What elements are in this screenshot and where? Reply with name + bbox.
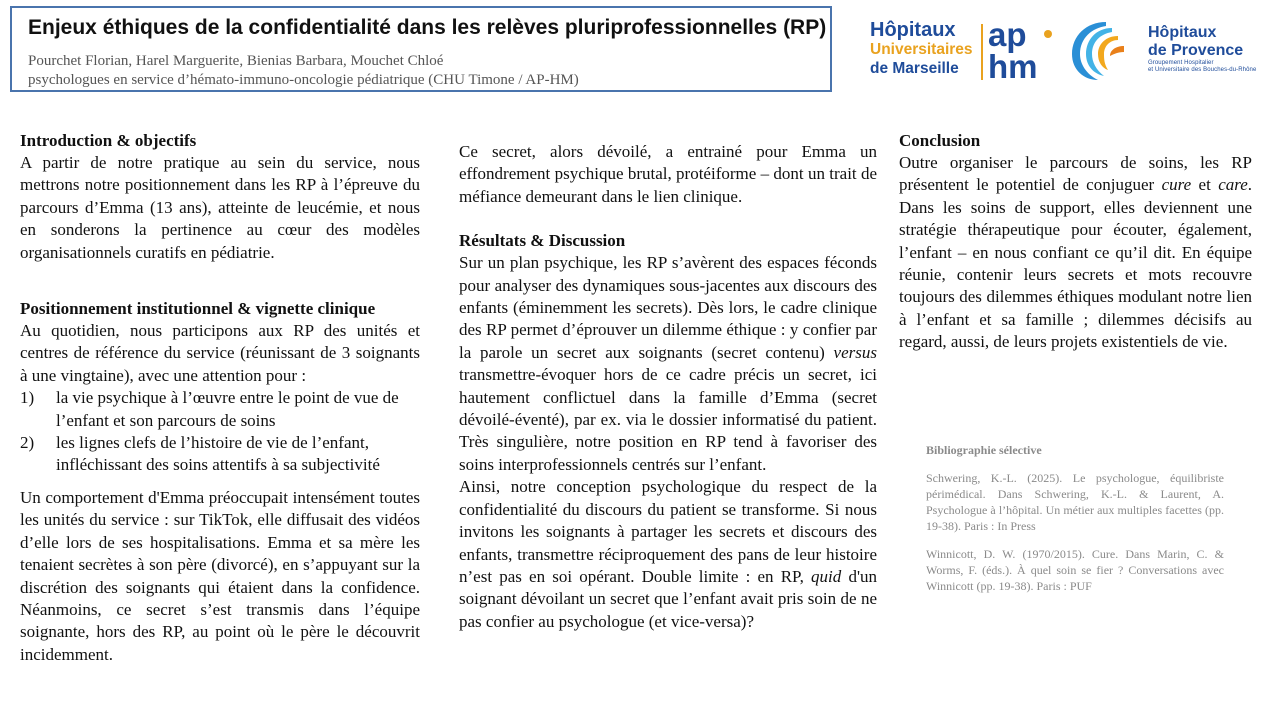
list-number: 1) — [20, 388, 35, 408]
list-number: 2) — [20, 433, 35, 453]
column-middle — [459, 141, 877, 633]
results-paragraph-1 — [459, 252, 877, 476]
hopitaux-provence-swirl-icon — [1066, 16, 1138, 86]
column-left — [20, 130, 420, 666]
results-paragraph-2 — [459, 476, 877, 633]
hum-line3: de Marseille — [870, 60, 959, 77]
bibliography-heading: Bibliographie sélective — [926, 443, 1042, 457]
list-item — [20, 432, 420, 477]
conclusion-text — [899, 152, 1252, 354]
bibliography — [926, 442, 1224, 606]
list-text: la vie psychique à l’œuvre entre le point de vue de l’enfant et son parcours de soins — [56, 388, 399, 430]
results-p1-part-b: transmettre-évoquer hors de ce cadre précis un secret, ici hautement conflictuel dans la famille d’Emma (secret dévoilé-éventé), par ex. via le dossier informatisé du patient. Très singulière, notre position en RP tend à favoriser des soins interprofessionnels centrés sur l’enfant. — [459, 365, 877, 474]
title-box — [10, 6, 832, 92]
hp-line2: de Provence — [1148, 42, 1244, 59]
quid-text: quid — [811, 566, 842, 586]
hopitaux-provence-logo — [1148, 24, 1273, 84]
emma-vignette-text: Un comportement d'Emma préoccupait intensément toutes les unités du service : sur TikTok, elle diffusait des vidéos d’elle lors de ses hospitalisations. Emma et sa mère les tenaient secrètes à son père (divorcé), en s’appuyant sur la discrétion des soignants qui étaient dans la confidence. Néanmoins, ce secret s’est transmis dans l’équipe soignante, hors des RP, au point où le père le découvrit incidemment. — [20, 487, 420, 664]
hp-line4: et Universitaire des Bouches-du-Rhône — [1148, 67, 1257, 73]
positioning-text: Au quotidien, nous participons aux RP des unités et centres de référence du service (réunissant de 3 soignants à une vingtaine), avec une attention pour : — [20, 321, 420, 385]
aphm-dot-icon — [1044, 30, 1052, 38]
aphm-logo — [988, 18, 1058, 84]
conclusion-part-a: Outre organiser le parcours de soins, les RP présentent le potentiel de conjuguer — [899, 153, 1252, 195]
results-p1-part-a: Sur un plan psychique, les RP s’avèrent des espaces féconds pour analyser des dynamiques sous-jacentes aux discours des enfants (éminemment les secrets). Dès lors, le cadre clinique des RP permet d’éprouver un dilemme éthique : y confier par la parole un secret aux soignants (secret contenu) — [459, 253, 877, 362]
care-text: care — [1218, 175, 1248, 195]
authors: Pourchet Florian, Harel Marguerite, Bienias Barbara, Mouchet Chloé — [28, 53, 444, 69]
versus-text: versus — [833, 342, 877, 362]
intro-heading: Introduction & objectifs — [20, 131, 197, 150]
bibliography-ref: Schwering, K.-L. (2025). Le psychologue, équilibriste périmédical. Dans Schwering, K.-L. & Laurent, A. Psychologue à l’hôpital. Un métier aux multiples facettes (pp. 19-38). Paris : In Press — [926, 471, 1224, 533]
list-text: les lignes clefs de l’histoire de vie de l’enfant, infléchissant des soins attentifs à sa subjectivité — [56, 433, 380, 475]
hp-line3: Groupement Hospitalier — [1148, 60, 1214, 66]
hp-line1: Hôpitaux — [1148, 24, 1217, 41]
positioning-heading: Positionnement institutionnel & vignette clinique — [20, 299, 376, 319]
secret-text: Ce secret, alors dévoilé, a entrainé pour Emma un effondrement psychique brutal, protéiforme – dont un trait de méfiance demeurant dans le lien clinique. — [459, 142, 877, 206]
conclusion-et: et — [1198, 175, 1211, 195]
conclusion-part-b: . Dans les soins de support, elles deviennent une stratégie thérapeutique pour écouter, également, l’enfant – en nous confiant ce qu’il dit. En équipe réunie, contenir leurs secrets et mots recouvre toujours des dilemmes éthiques modulant notre lien à l’enfant et sa famille ; dilemmes décisifs au regard, aussi, de leurs projets existentiels de vie. — [899, 175, 1253, 352]
results-p2-part-b: d'un soignant dévoilant un secret que l’enfant avait pris soin de ne pas confier au psychologue (et vice-versa)? — [459, 566, 878, 631]
affiliation: psychologues en service d’hémato-immuno-oncologie pédiatrique (CHU Timone / AP-HM) — [28, 72, 579, 88]
results-p2-part-a: Ainsi, notre conception psychologique du respect de la confidentialité du discours du patient se transforme. Si nous invitons les soignants à partager les secrets et discours des enfants, transmettre réciproquement des pans de leur histoire n’est pas en soi opérant. Double limite : en RP, — [459, 477, 877, 586]
hum-line1: Hôpitaux — [870, 19, 956, 41]
column-right — [899, 130, 1252, 354]
logo-separator — [981, 24, 983, 80]
intro-text: A partir de notre pratique au sein du service, nous mettrons notre positionnement dans les RP à l’épreuve du parcours d’Emma (13 ans), atteinte de leucémie, et nous en sonderons la pertinence au cœur des modèles organisationnels curatifs en pédiatrie. — [20, 153, 420, 262]
cure-text: cure — [1161, 175, 1192, 195]
attention-list — [20, 387, 420, 477]
aphm-line2: hm — [988, 48, 1038, 85]
results-heading: Résultats & Discussion — [459, 231, 626, 251]
aphm-line1: ap — [988, 16, 1027, 53]
conclusion-heading: Conclusion — [899, 131, 981, 150]
poster-title: Enjeux éthiques de la confidentialité dans les relèves pluriprofessionnelles (RP) — [28, 16, 827, 39]
list-item — [20, 387, 420, 432]
hopitaux-universitaires-marseille-logo — [870, 20, 980, 84]
bibliography-ref: Winnicott, D. W. (1970/2015). Cure. Dans Marin, C. & Worms, F. (éds.). À quel soin se fier ? Conversations avec Winnicott (pp. 19-38). Paris : PUF — [926, 547, 1224, 593]
hum-line2: Universitaires — [870, 41, 973, 58]
